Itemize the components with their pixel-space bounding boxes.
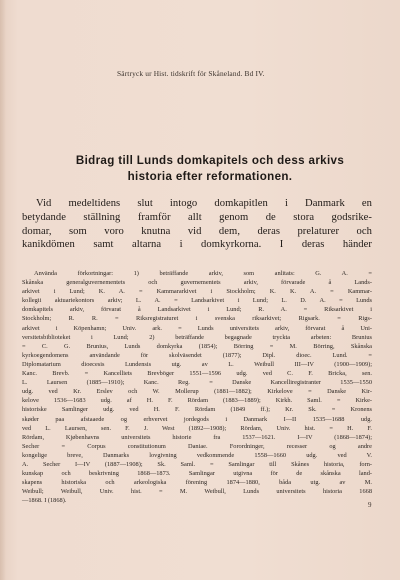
footnote-line: kelove 1536—1683 udg. af H. F. Rördam (1883—1889); Kirkh. Saml. = Kirke-: [22, 397, 372, 405]
body-line: kanikdömen samt altarna i domkyrkorna. I deras händer: [22, 239, 372, 251]
body-line: domar, som voro knutna vid dem, deras prelaturer och: [22, 225, 372, 237]
body-line: Vid medeltidens slut intogo domkapitlen i Danmark en: [36, 198, 372, 209]
footnote-line: kunskap och beskrivning 1868—1873. Samlingar utgivna för de skånska land-: [22, 470, 372, 478]
footnote-line: domkapitels arkiv, förvarat å Landsarkivet i Lund; R. A. = Riksarkivet i: [22, 306, 372, 314]
footnote-line: Kanc. Brevb. = Kancelliets Brevböger 1551—1596 udg. ved C. F. Bricka, sen.: [22, 370, 372, 378]
footnote-line: Stockholm; R. R. = Riksregistraturet i svenska riksarkivet; Rigsark. = Rigs-: [22, 315, 372, 323]
footnote-line: kyrkoegendomens användande för skolväsendet (1877); Dipl. dioec. Lund. =: [22, 351, 372, 359]
footnote-line: arkivet i Köpenhamn; Univ. ark. = Lunds universitets arkiv, förvarat å Uni-: [22, 324, 372, 332]
footnote-line: kollegii aktuariekontors arkiv; L. A. = Landsarkivet i Lund; L. D. A. = Lunds: [22, 297, 372, 305]
footnote-line: Använda förkortningar: 1) beträffande arkiv, som anlitats: G. A. =: [34, 270, 372, 277]
body-paragraph: [22, 197, 372, 252]
footnote-line: Rördam, Kjøbenhavns universitets historie fra 1537—1621. I—IV (1868—1874);: [22, 433, 372, 441]
footnote-line: L. Laursen (1885—1910); Kanc. Reg. = Danske Kancelliregistranter 1535—1550: [22, 379, 372, 387]
footnote-line: —1868. I (1868).: [22, 497, 67, 505]
footnote-line: arkivet i Lund; K. A. = Kammararkivet i Stockholm; K. K. A. = Kammar-: [22, 288, 372, 296]
footnote-line: Weibull; Weibull, Univ. hist. = M. Weibull, Lunds universitets historia 1668: [22, 488, 372, 496]
footnote-line: Skånska generalguvernementets och guvernementets arkiv, förvarade å Lands-: [22, 279, 372, 287]
footnote-line: udg. ved Kr. Erslev och W. Mollerup (1881—1882); Kirkelove = Danske Kir-: [22, 388, 372, 396]
binding-shadow: [0, 0, 6, 580]
offprint-note: Särtryck ur Hist. tidskrift för Skåneland. Bd IV.: [117, 69, 265, 78]
title-line: Bidrag till Lunds domkapitels och dess arkivs: [75, 154, 345, 167]
footnote-line: A. Secher I—IV (1887—1908); Sk. Saml. = Samlingar till Skånes historia, forn-: [22, 460, 372, 468]
footnote-line: versitetsbiblioteket i Lund; 2) beträffande begagnade tryckta arbeten: Brunius: [22, 333, 372, 341]
footnote-line: Secher = Corpus constitutionum Daniae. Forordninger, recesser og andre: [22, 442, 372, 450]
title-line: historia efter reformationen.: [127, 170, 293, 183]
footnote-line: skapens historiska och arkeologiska förening 1874—1880, båda utg. av M.: [22, 479, 372, 487]
article-title: [40, 153, 380, 185]
footnote-line: skøder paa afstaaede og erhvervet jordegods i Danmark I—II 1535—1688 udg.: [22, 415, 372, 423]
footnote: [22, 269, 372, 505]
footnote-line: kongelige breve, Danmarks lovgivning vedkommende 1558—1660 udg. ved V.: [22, 451, 372, 459]
footnote-line: historiske Samlinger udg. ved H. F. Rördam (1849 ff.); Kr. Sk. = Kronens: [22, 406, 372, 414]
footnote-line: ved L. Laursen, sen. F. J. West (1892—1908); Rördam, Univ. hist. = H. F.: [22, 424, 372, 432]
footnote-line: Diplomatarium dioecesis Lundensis utg. av L. Weibull III—IV (1900—1909);: [22, 360, 372, 368]
footnote-line: = C. G. Brunius, Lunds domkyrka (1854); Börring = M. Börring, Skånska: [22, 342, 372, 350]
body-line: betydande ställning framför allt genom de stora godsrike-: [22, 211, 372, 223]
page-number: 9: [368, 501, 372, 509]
